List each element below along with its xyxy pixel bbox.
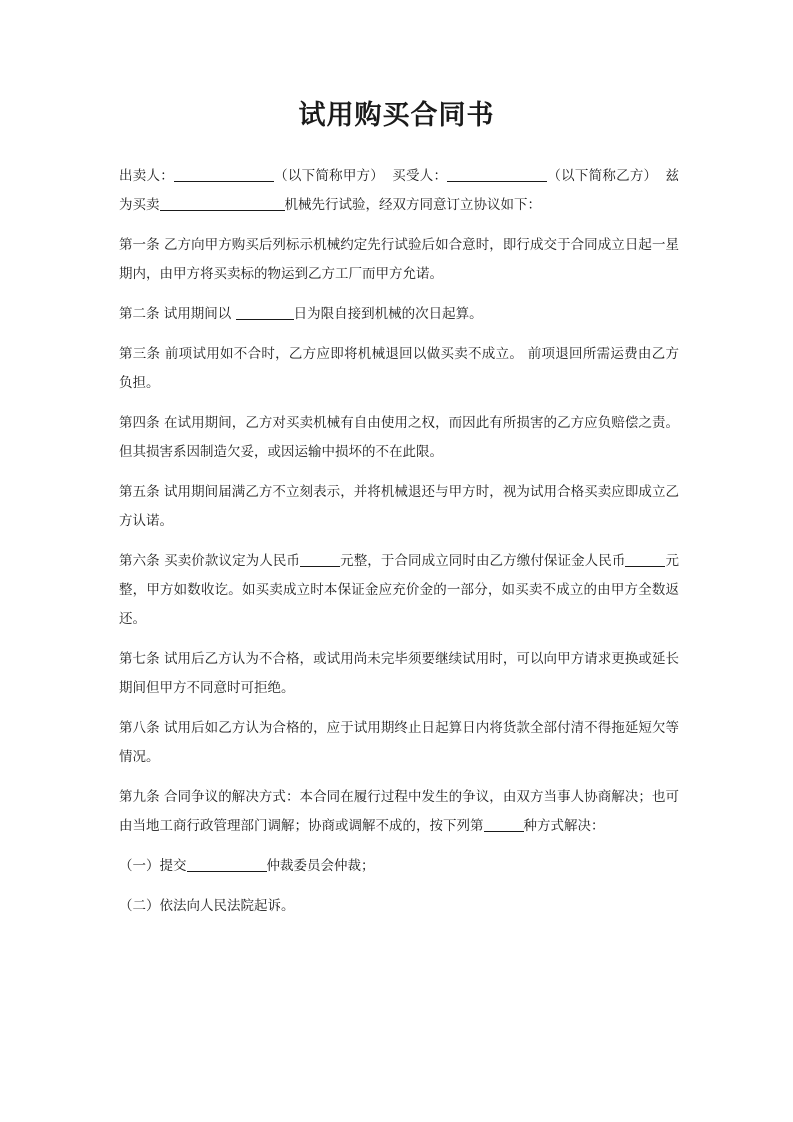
document-title: 试用购买合同书 [298, 100, 495, 131]
article-1: 第一条 乙方向甲方购买后列标示机械约定先行试验后如合意时，即行成交于合同成立日起一星期内，由甲方将买卖标的物运到乙方工厂而甲方允诺。 [119, 237, 679, 282]
buyer-label: 买受人： [392, 168, 448, 184]
arbitration-blank [187, 857, 267, 872]
article-9-suffix: 种方式解决： [523, 818, 605, 834]
price-blank [300, 552, 340, 567]
article-7: 第七条 试用后乙方认为不合格，或试用尚未完毕须要继续试用时，可以向甲方请求更换或延长期间但甲方不同意时可拒绝。 [119, 651, 679, 696]
option-two: （二）依法向人民法院起诉。 [119, 898, 295, 914]
article-3: 第三条 前项试用如不合时，乙方应即将机械退回以做买卖不成立。 前项退回所需运费由乙方负担。 [119, 346, 679, 391]
article-2-prefix: 第二条 试用期间以 [119, 306, 236, 322]
article-5: 第五条 试用期间届满乙方不立刻表示，并将机械退还与甲方时，视为试用合格买卖应即成立乙方认诺。 [119, 484, 679, 529]
seller-label: 出卖人： [119, 168, 174, 184]
buyer-suffix: （以下简称乙方） [547, 168, 658, 184]
option-one-suffix: 仲裁委员会仲裁； [266, 858, 375, 874]
trial-days-blank [236, 305, 294, 320]
intro-paragraph [119, 162, 679, 220]
article-2-suffix: 日为限自接到机械的次日起算。 [293, 306, 483, 322]
article-6-prefix: 第六条 买卖价款议定为人民币 [119, 553, 301, 569]
recital-suffix: 机械先行试验，经双方同意订立协议如下： [284, 197, 541, 213]
article-6-middle: 元整，于合同成立同时由乙方缴付保证金人民币 [340, 553, 626, 569]
seller-suffix: （以下简称甲方） [273, 168, 385, 184]
contract-body [119, 162, 679, 932]
seller-blank [174, 167, 274, 182]
recital-prefix: 兹为买卖 [119, 168, 680, 213]
article-6 [119, 547, 679, 634]
article-4: 第四条 在试用期间，乙方对买卖机械有自由使用之权，而因此有所损害的乙方应负赔偿之责。但其损害系因制造欠妥，或因运输中损坏的不在此限。 [119, 415, 679, 460]
article-9 [119, 783, 679, 841]
article-2 [119, 300, 679, 329]
option-one [119, 852, 679, 881]
article-8: 第八条 试用后如乙方认为合格的，应于试用期终止日起算日内将货款全部付清不得拖延短欠等情况。 [119, 720, 679, 765]
machine-blank [160, 196, 285, 211]
article-6-suffix: 元整，甲方如数收讫。如买卖成立时本保证金应充价金的一部分，如买卖不成立的由甲方全数返还。 [119, 553, 680, 627]
option-one-prefix: （一）提交 [119, 858, 187, 874]
method-blank [484, 817, 524, 832]
article-9-prefix: 第九条 合同争议的解决方式：本合同在履行过程中发生的争议，由双方当事人协商解决；也可由当地工商行政管理部门调解；协商或调解不成的，按下列第 [119, 789, 679, 834]
buyer-blank [447, 167, 547, 182]
deposit-blank [625, 552, 665, 567]
